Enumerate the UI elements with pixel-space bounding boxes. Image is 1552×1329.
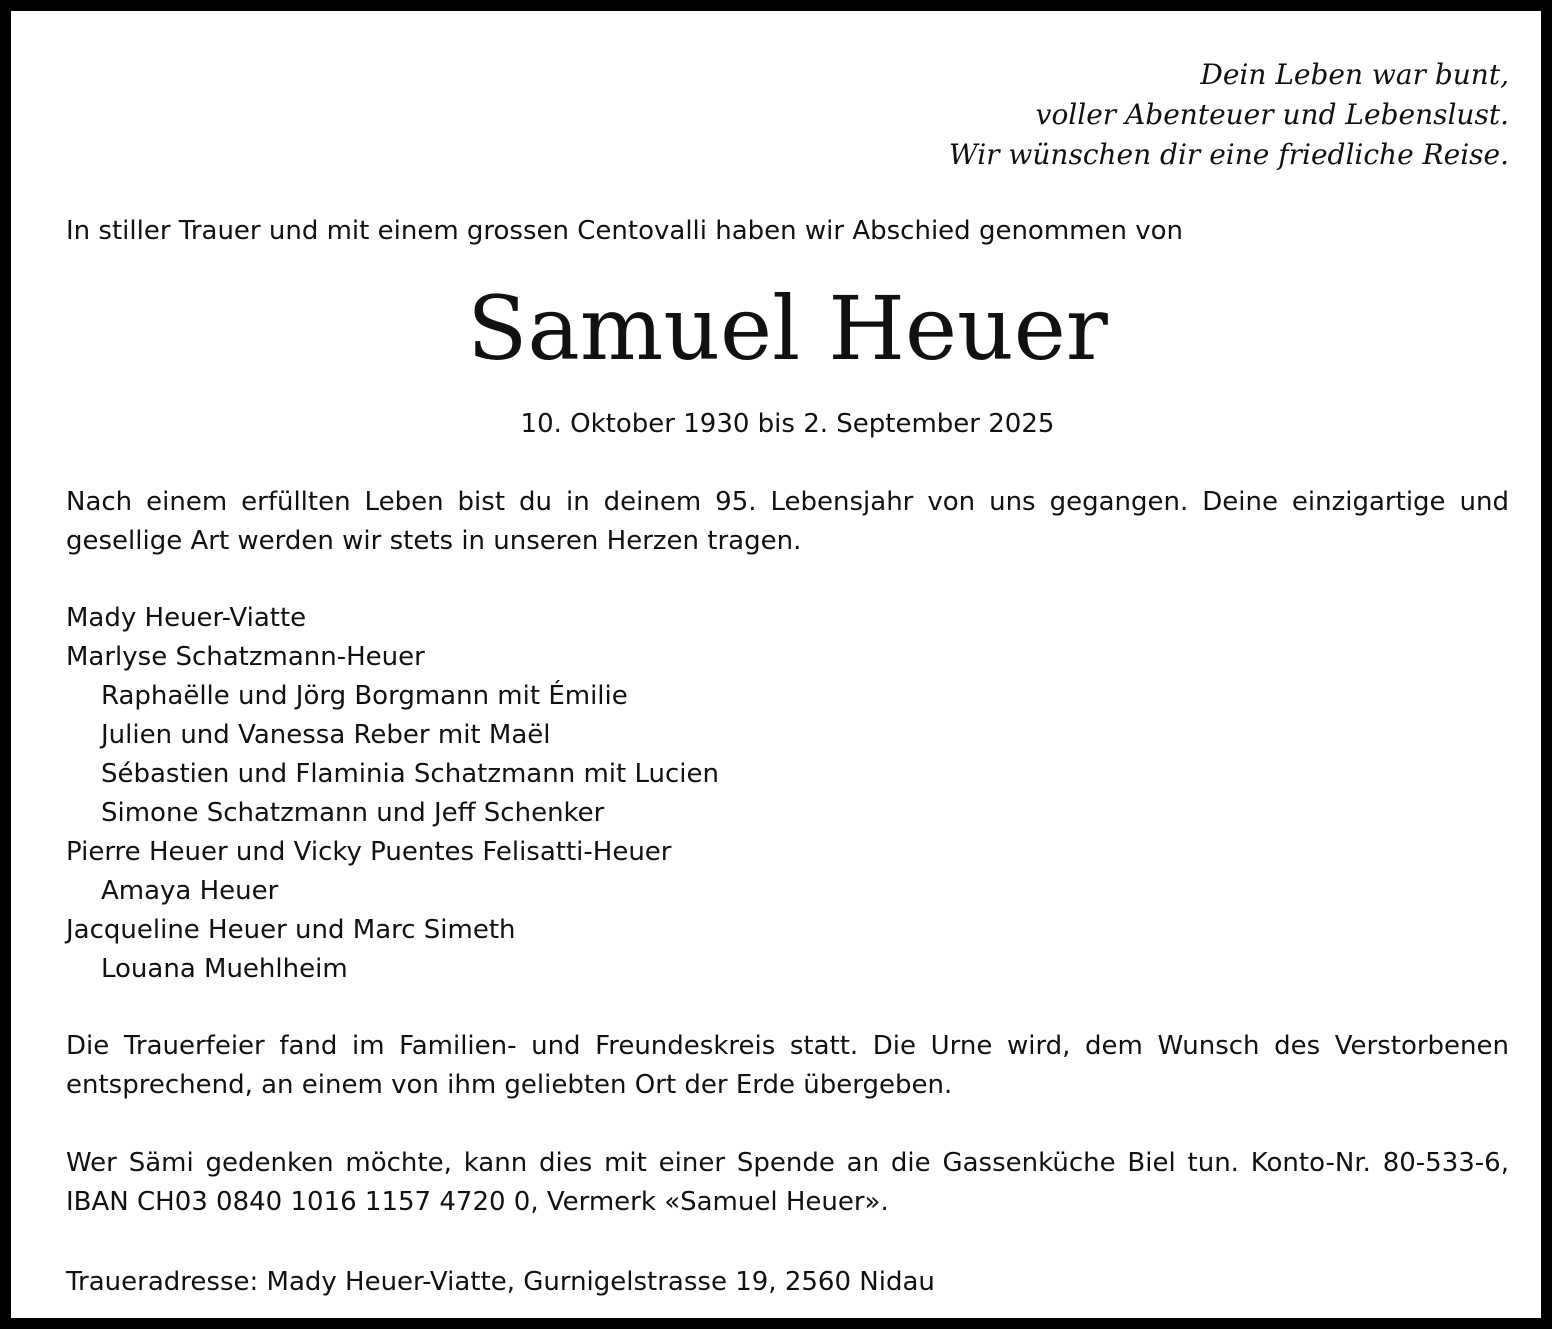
family-member: Julien und Vanessa Reber mit Maël [101, 720, 551, 750]
family-member: Louana Muehlheim [101, 954, 348, 984]
motto-quote [949, 55, 1509, 175]
family-member: Marlyse Schatzmann-Heuer [66, 642, 425, 672]
ceremony-paragraph: Die Trauerfeier fand im Familien- und Freundeskreis statt. Die Urne wird, dem Wunsch des Verstorbenen entsprechend, an einem von ihm geliebten Ort der Erde übergeben. [66, 1031, 1509, 1100]
family-list [66, 599, 719, 989]
motto-line: Dein Leben war bunt, [1200, 58, 1509, 91]
family-member: Jacqueline Heuer und Marc Simeth [66, 915, 516, 945]
intro-text: In stiller Trauer und mit einem grossen Centovalli haben wir Abschied genommen von [66, 216, 1183, 246]
mourning-address: Traueradresse: Mady Heuer-Viatte, Gurnigelstrasse 19, 2560 Nidau [66, 1267, 935, 1297]
family-member: Pierre Heuer und Vicky Puentes Felisatti-Heuer [66, 837, 672, 867]
family-member: Mady Heuer-Viatte [66, 603, 307, 633]
motto-line: Wir wünschen dir eine friedliche Reise. [948, 138, 1509, 171]
family-member: Simone Schatzmann und Jeff Schenker [101, 798, 605, 828]
motto-line: voller Abenteuer und Lebenslust. [1035, 98, 1509, 131]
deceased-name: Samuel Heuer [467, 277, 1108, 380]
family-member: Sébastien und Flaminia Schatzmann mit Lucien [101, 759, 719, 789]
family-member: Raphaëlle und Jörg Borgmann mit Émilie [101, 681, 628, 711]
donation-paragraph: Wer Sämi gedenken möchte, kann dies mit einer Spende an die Gassenküche Biel tun. Konto-Nr. 80-533-6, IBAN CH03 0840 1016 1157 4720 0, Vermerk «Samuel Heuer». [66, 1148, 1509, 1217]
family-member: Amaya Heuer [101, 876, 279, 906]
life-paragraph: Nach einem erfüllten Leben bist du in deinem 95. Lebensjahr von uns gegangen. Deine einzigartige und gesellige Art werden wir stets in unseren Herzen tragen. [66, 487, 1509, 556]
life-dates: 10. Oktober 1930 bis 2. September 2025 [520, 409, 1055, 439]
